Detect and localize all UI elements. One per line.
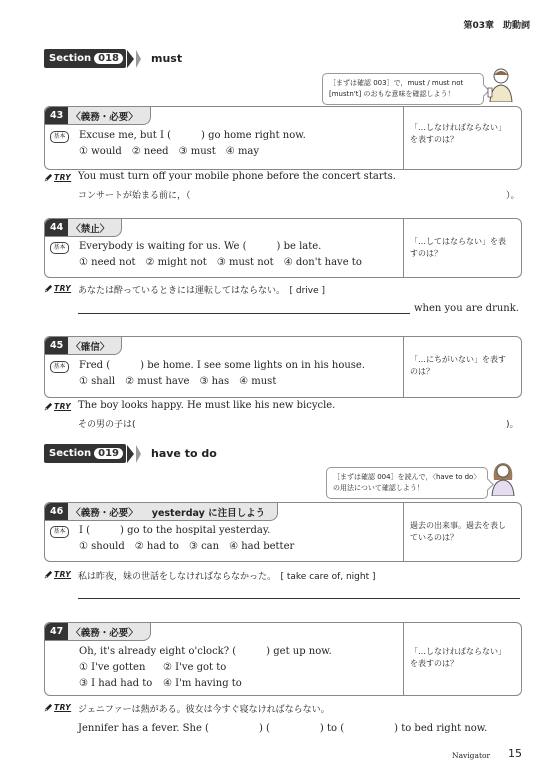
try-sentence[interactable]: Jennifer has a fever. She ( ) ( ) to ( ) to bed right now.	[78, 723, 488, 734]
answer-line[interactable]	[78, 598, 520, 599]
instruction-bubble	[326, 467, 488, 499]
try-prompt: 私は昨夜，妹の世話をしなければならなかった。 [ take care of, night ]	[78, 572, 376, 582]
answer-choice[interactable]: ④ I'm having to	[163, 678, 242, 689]
answer-choices-row	[79, 676, 332, 692]
section-number: 019	[94, 448, 123, 459]
section-arrow-icon	[127, 445, 134, 463]
try-label	[44, 402, 71, 411]
answer-choices-row	[79, 660, 332, 676]
bubble-line: [mustn't] のおもな意味を確認しよう！	[329, 90, 455, 98]
answer-choices[interactable]: ① would ② need ③ must ④ may	[79, 146, 260, 157]
question-number: 43	[45, 107, 68, 124]
pencil-icon	[44, 570, 53, 579]
try-label	[44, 703, 71, 712]
student-avatar-icon	[486, 66, 516, 102]
section-label: Section	[49, 448, 92, 459]
try-prompt: あなたは酔っているときには運転してはならない。 [ drive ]	[78, 286, 326, 296]
question-focus-note: yesterday に注目しよう	[151, 507, 266, 519]
kihon-badge: 基本	[50, 131, 69, 143]
try-label	[44, 173, 71, 182]
bubble-line: ［まずは確認 003］で，must / must not	[329, 79, 464, 87]
hint-box	[403, 622, 522, 696]
try-text: TRY	[54, 703, 72, 712]
pencil-icon	[44, 703, 53, 712]
question-category: 〈義務・必要〉	[71, 627, 138, 639]
chapter-header: 第03章 助動詞	[463, 21, 530, 31]
question-header	[44, 622, 151, 641]
try-prompt: ジェニファーは熱がある。彼女は今すぐ寝なければならない。	[78, 705, 330, 715]
hint-box	[403, 336, 522, 398]
question-number: 45	[45, 337, 68, 354]
question-47	[44, 622, 522, 696]
question-number: 47	[45, 623, 68, 640]
kihon-badge: 基本	[50, 526, 69, 538]
question-header	[44, 218, 122, 237]
section-badge	[44, 444, 126, 463]
answer-choices[interactable]: ① need not ② might not ③ must not ④ don't have to	[79, 257, 362, 268]
try-text: TRY	[54, 570, 72, 579]
try-sentence: The boy looks happy. He must like his new bicycle.	[78, 400, 336, 411]
try-prompt: コンサートが始まる前に，（	[78, 191, 191, 201]
question-text	[79, 523, 294, 555]
try-answer-close[interactable]: )。	[506, 420, 519, 430]
question-sentence: Everybody is waiting for us. We ( ) be late.	[79, 241, 322, 252]
question-44	[44, 218, 522, 278]
kihon-badge: 基本	[50, 361, 69, 373]
pencil-icon	[44, 173, 53, 182]
try-sentence: You must turn off your mobile phone before the concert starts.	[78, 171, 396, 182]
footer-label: Navigator	[452, 751, 491, 760]
try-text: TRY	[54, 284, 72, 293]
question-text	[79, 128, 306, 160]
section-badge	[44, 49, 126, 68]
question-sentence: Fred ( ) be home. I see some lights on in his house.	[79, 360, 366, 371]
hint-box	[403, 106, 522, 170]
question-category: 〈禁止〉	[71, 223, 110, 235]
section-019-heading	[44, 444, 217, 463]
hint-line: 「…しなければならない」	[410, 123, 506, 132]
pencil-icon	[44, 402, 53, 411]
hint-line: 「…してはならない」を表	[410, 237, 506, 246]
page-number: 15	[508, 747, 522, 760]
question-text	[79, 239, 362, 271]
section-018-heading	[44, 49, 182, 68]
question-header	[44, 502, 278, 521]
try-text: TRY	[54, 173, 72, 182]
question-header	[44, 106, 151, 125]
hint-line: 「…にちがいない」を表す	[410, 355, 506, 364]
section-arrow-icon	[136, 445, 141, 463]
question-number: 44	[45, 219, 68, 236]
question-category: 〈確信〉	[71, 341, 110, 353]
question-text	[79, 644, 332, 692]
question-category: 〈義務・必要〉	[71, 507, 138, 519]
try-sentence-end: when you are drunk.	[414, 303, 519, 314]
hint-line: すのは？	[410, 249, 442, 258]
question-category: 〈義務・必要〉	[71, 111, 138, 123]
question-46	[44, 502, 522, 562]
section-arrow-icon	[127, 50, 134, 68]
hint-line: 過去の出来事。過去を表し	[410, 521, 506, 530]
hint-line: ているのは？	[410, 533, 458, 542]
bubble-line: ［まずは確認 004］を読んで，〈have to do〉	[333, 473, 481, 481]
try-text: TRY	[54, 402, 72, 411]
answer-choices[interactable]: ① shall ② must have ③ has ④ must	[79, 376, 277, 387]
section-arrow-icon	[136, 50, 141, 68]
hint-line: 「…しなければならない」	[410, 647, 506, 656]
question-sentence: Oh, it's already eight o'clock? ( ) get up now.	[79, 646, 332, 657]
question-header	[44, 336, 122, 355]
question-sentence: I ( ) go to the hospital yesterday.	[79, 525, 271, 536]
try-answer-close[interactable]: ）。	[506, 191, 520, 201]
answer-choices[interactable]: ① should ② had to ③ can ④ had better	[79, 541, 295, 552]
section-label: Section	[49, 53, 92, 64]
pencil-icon	[44, 284, 53, 293]
answer-line[interactable]	[78, 313, 410, 314]
instruction-bubble	[322, 73, 484, 105]
try-label	[44, 570, 71, 579]
section-number: 018	[94, 53, 123, 64]
answer-choice[interactable]: ① I've gotten	[79, 662, 146, 673]
hint-box	[403, 502, 522, 562]
question-text	[79, 358, 365, 390]
hint-line: を表すのは？	[410, 135, 458, 144]
section-title: have to do	[150, 447, 217, 460]
section-title: must	[150, 52, 183, 65]
hint-box	[403, 218, 522, 278]
try-prompt: その男の子は(	[78, 420, 136, 430]
kihon-badge: 基本	[50, 242, 69, 254]
question-number: 46	[45, 503, 68, 520]
question-43	[44, 106, 522, 170]
hint-line: を表すのは？	[410, 659, 458, 668]
answer-choice[interactable]: ③ I had had to	[79, 678, 153, 689]
question-sentence: Excuse me, but I ( ) go home right now.	[79, 130, 306, 141]
answer-choice[interactable]: ② I've got to	[163, 662, 227, 673]
hint-line: のは？	[410, 367, 434, 376]
bubble-line: の用法について確認しよう！	[333, 484, 424, 492]
try-label	[44, 284, 71, 293]
student-avatar-icon	[488, 460, 518, 496]
question-45	[44, 336, 522, 398]
